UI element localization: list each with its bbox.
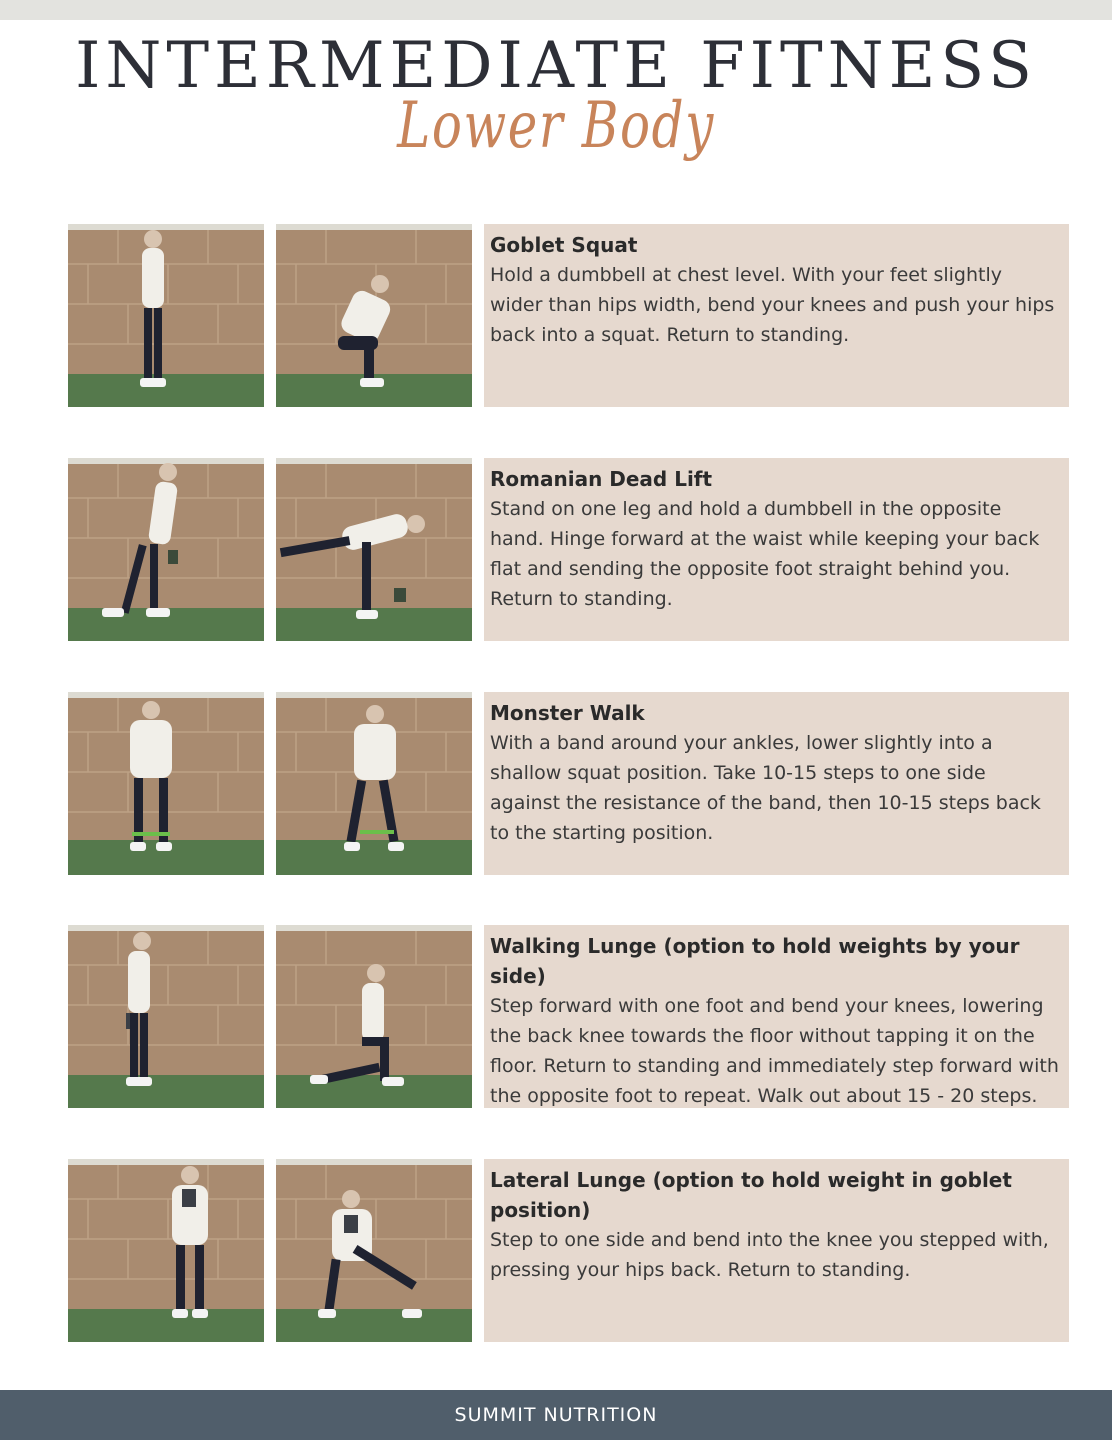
exercise-description: Step forward with one foot and bend your knees, lowering the back knee towards the floor without tapping it on the floor. Return to standing and immediately step forward with the opposite foot to repeat. Walk out about 15 - 20 steps. <box>490 995 1059 1107</box>
exercise-name: Lateral Lunge (option to hold weight in goblet position) <box>490 1168 1012 1222</box>
goblet-squat-end-photo <box>276 224 472 407</box>
lateral-lunge-description-panel <box>484 1159 1069 1342</box>
exercise-description: Hold a dumbbell at chest level. With your feet slightly wider than hips width, bend your knees and push your hips back into a squat. Return to standing. <box>490 264 1055 346</box>
exercise-description: With a band around your ankles, lower slightly into a shallow squat position. Take 10-15 steps to one side against the resistance of the band, then 10-15 steps back to the starting position. <box>490 732 1041 844</box>
walking-lunge-start-photo <box>68 925 264 1108</box>
monster-walk-start-photo <box>68 692 264 875</box>
page-subtitle: Lower Body <box>397 89 715 163</box>
lateral-lunge-start-photo <box>68 1159 264 1342</box>
exercise-name: Romanian Dead Lift <box>490 467 713 491</box>
exercise-name: Walking Lunge (option to hold weights by your side) <box>490 934 1020 988</box>
footer-bar <box>0 1390 1112 1440</box>
lateral-lunge-end-photo <box>276 1159 472 1342</box>
footer-brand: SUMMIT NUTRITION <box>454 1404 658 1426</box>
exercise-lateral-lunge <box>68 1159 1069 1342</box>
goblet-squat-description-panel <box>484 224 1069 407</box>
top-strip <box>0 0 1112 20</box>
walking-lunge-description-panel <box>484 925 1069 1108</box>
romanian-dead-lift-end-photo <box>276 458 472 641</box>
exercise-name: Monster Walk <box>490 701 645 725</box>
monster-walk-description-panel <box>484 692 1069 875</box>
romanian-dead-lift-description-panel <box>484 458 1069 641</box>
page-title: INTERMEDIATE FITNESS <box>75 29 1037 103</box>
exercise-description: Stand on one leg and hold a dumbbell in the opposite hand. Hinge forward at the waist while keeping your back flat and sending the opposite foot straight behind you. Return to standing. <box>490 498 1040 610</box>
exercise-description: Step to one side and bend into the knee you stepped with, pressing your hips back. Return to standing. <box>490 1229 1049 1281</box>
romanian-dead-lift-start-photo <box>68 458 264 641</box>
goblet-squat-start-photo <box>68 224 264 407</box>
exercise-goblet-squat <box>68 224 1069 407</box>
exercise-walking-lunge <box>68 925 1069 1108</box>
exercise-monster-walk <box>68 692 1069 875</box>
exercise-name: Goblet Squat <box>490 233 638 257</box>
walking-lunge-end-photo <box>276 925 472 1108</box>
exercise-romanian-dead-lift <box>68 458 1069 641</box>
monster-walk-end-photo <box>276 692 472 875</box>
